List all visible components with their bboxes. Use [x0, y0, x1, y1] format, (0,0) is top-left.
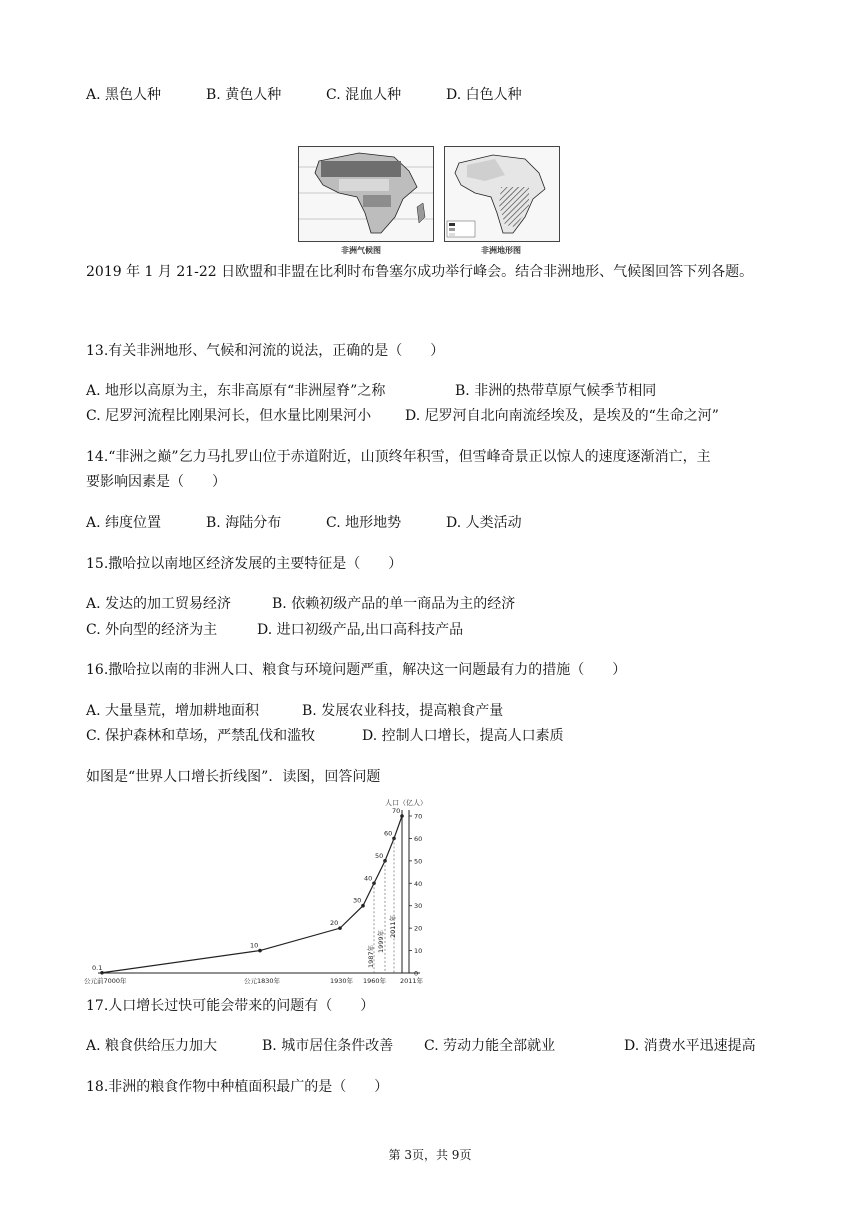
- q16-option-a: A. 大量垦荒，增加耕地面积: [86, 703, 260, 719]
- q17-stem: 17.人口增长过快可能会带来的问题有（ ）: [86, 998, 375, 1014]
- q14-option-d: D. 人类活动: [446, 515, 522, 531]
- y-tick-label: 20: [414, 924, 423, 933]
- y-tick-label: 40: [414, 879, 423, 888]
- q12-option-c: C. 混血人种: [326, 87, 402, 103]
- data-point: [338, 926, 342, 930]
- climate-map-caption: 非洲气候图: [341, 245, 381, 255]
- intro-africa: 2019 年 1 月 21-22 日欧盟和非盟在比利时布鲁塞尔成功举行峰会。结合非洲地形、气候图回答下列各题。: [86, 264, 754, 280]
- q16-option-b: B. 发展农业科技，提高粮食产量: [302, 703, 504, 719]
- x-tick-label: 2011年: [400, 977, 424, 985]
- data-point: [400, 814, 404, 818]
- population-growth-chart: [80, 796, 440, 990]
- q13-option-a: A. 地形以高原为主，东非高原有“非洲屋脊”之称: [86, 383, 386, 399]
- y-tick-label: 50: [414, 857, 423, 866]
- q14-option-b: B. 海陆分布: [206, 515, 282, 531]
- q12-option-a: A. 黑色人种: [86, 87, 162, 103]
- q12-option-b: B. 黄色人种: [206, 87, 282, 103]
- data-label: 0.1: [92, 963, 103, 972]
- q17-options: [86, 1036, 756, 1056]
- x-tick-label: 1930年: [330, 977, 354, 985]
- chart-y-axis-label: 人口（亿人）: [385, 799, 427, 807]
- terrain-map-drawing: [445, 147, 559, 241]
- q13-option-c: C. 尼罗河流程比刚果河长，但水量比刚果河小: [86, 408, 372, 424]
- x-tick-label: 1960年: [363, 977, 387, 985]
- data-label: 50: [375, 851, 384, 860]
- y-tick-label: 60: [414, 834, 423, 843]
- africa-terrain-map: [444, 146, 560, 255]
- q16-option-d: D. 控制人口增长，提高人口素质: [362, 728, 564, 744]
- climate-map-drawing: [299, 147, 433, 241]
- q14-stem-line1: 14.“非洲之巅”乞力马扎罗山位于赤道附近，山顶终年积雪，但雪峰奇景正以惊人的速度逐渐消亡，主: [86, 449, 711, 465]
- q17-option-b: B. 城市居住条件改善: [262, 1038, 394, 1054]
- y-tick-label: 0: [414, 969, 419, 978]
- q13-option-b: B. 非洲的热带草原气候季节相同: [455, 383, 657, 399]
- q17-option-a: A. 粮食供给压力加大: [86, 1038, 218, 1054]
- q13-stem: 13.有关非洲地形、气候和河流的说法，正确的是（ ）: [86, 343, 445, 359]
- africa-maps-figure: [298, 146, 560, 258]
- africa-climate-map: [298, 146, 434, 255]
- q14-options: [86, 513, 522, 533]
- q15-stem: 15.撒哈拉以南地区经济发展的主要特征是（ ）: [86, 556, 403, 572]
- q14-stem-line2: 要影响因素是（ ）: [86, 474, 226, 490]
- q15-option-b: B. 依赖初级产品的单一商品为主的经济: [272, 596, 516, 612]
- q12-option-d: D. 白色人种: [446, 87, 522, 103]
- q15-option-d: D. 进口初级产品,出口高科技产品: [257, 622, 464, 638]
- intro-population: 如图是“世界人口增长折线图”．读图，回答问题: [86, 769, 381, 785]
- y-tick-label: 70: [414, 812, 423, 821]
- q16-option-c: C. 保护森林和草场，严禁乱伐和滥牧: [86, 728, 316, 744]
- q16-stem: 16.撒哈拉以南的非洲人口、粮食与环境问题严重，解决这一问题最有力的措施（ ）: [86, 662, 627, 678]
- year-annotation: 1987年: [367, 944, 375, 968]
- q15-option-a: A. 发达的加工贸易经济: [86, 596, 232, 612]
- y-tick-label: 10: [414, 947, 423, 956]
- data-label: 30: [353, 896, 362, 905]
- data-label: 60: [384, 829, 393, 838]
- data-label: 70: [392, 807, 401, 815]
- data-label: 10: [250, 941, 259, 950]
- terrain-map-caption: 非洲地形图: [481, 245, 521, 255]
- year-annotation: 2011年: [389, 914, 397, 938]
- data-point: [361, 904, 365, 908]
- q17-option-d: D. 消费水平迅速提高: [624, 1038, 756, 1054]
- x-tick-label: 公元前7000年: [84, 977, 127, 985]
- data-label: 20: [330, 919, 339, 928]
- q12-options: [86, 85, 522, 105]
- y-tick-label: 30: [414, 902, 423, 911]
- data-label: 40: [364, 874, 373, 883]
- q13-option-d: D. 尼罗河自北向南流经埃及，是埃及的“生命之河”: [405, 408, 719, 424]
- year-annotation: 1999年: [377, 929, 385, 953]
- q17-option-c: C. 劳动力能全部就业: [424, 1038, 556, 1054]
- x-tick-label: 公元1830年: [244, 977, 281, 985]
- q14-option-c: C. 地形地势: [326, 515, 402, 531]
- q15-option-c: C. 外向型的经济为主: [86, 622, 218, 638]
- q14-option-a: A. 纬度位置: [86, 515, 162, 531]
- q18-stem: 18.非洲的粮食作物中种植面积最广的是（ ）: [86, 1079, 389, 1095]
- page-footer: 第 3页，共 9页: [388, 1148, 472, 1162]
- data-point: [258, 949, 262, 953]
